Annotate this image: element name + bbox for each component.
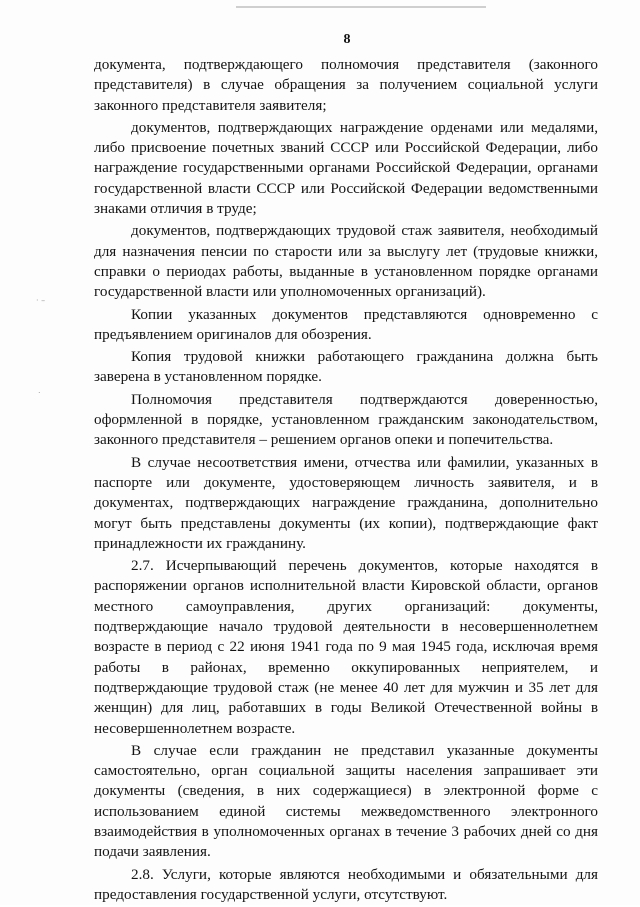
paragraph: Копия трудовой книжки работающего гражданина должна быть заверена в установленном порядке. bbox=[94, 348, 598, 386]
page-number: 8 bbox=[343, 32, 351, 47]
document-body bbox=[94, 55, 598, 907]
paragraph: В случае если гражданин не представил указанные документы самостоятельно, орган социальной защиты населения запрашивает эти документы (сведения, в них содержащиеся) в электронной форме с использованием единой системы межведомственного электронного взаимодействия в уполномоченных органах в течение 3 рабочих дней со дня подачи заявления. bbox=[94, 741, 598, 861]
scan-mark: · – bbox=[36, 296, 46, 305]
paragraph: документов, подтверждающих трудовой стаж заявителя, необходимый для назначения пенсии по старости или за выслугу лет (трудовые книжки, справки о периодах работы, выданные в установленном порядке органами государственной власти или уполномоченных организаций). bbox=[94, 222, 598, 301]
paragraph: 2.7. Исчерпывающий перечень документов, которые находятся в распоряжении органов исполнительной власти Кировской области, органов местного самоуправления, других организаций: документы, подтверждающие начало трудовой деятельности в несовершеннолетнем возрасте в период с 22 июня 1941 года по 9 мая 1945 года, исключая время работы в районах, временно оккупированных неприятелем, и подтверждающие трудовой стаж (не менее 40 лет для мужчин и 35 лет для женщин) для лиц, работавших в годы Великой Отечественной войны в несовершеннолетнем возрасте. bbox=[94, 557, 598, 737]
scan-mark: . bbox=[38, 386, 41, 395]
paragraph: документов, подтверждающих награждение орденами или медалями, либо присвоение почетных званий СССР или Российской Федерации, либо награждение государственными органами Российской Федерации, органами государственной власти СССР или Российской Федерации ведомственными знаками отличия в труде; bbox=[94, 118, 598, 218]
paragraph: 2.8. Услуги, которые являются необходимыми и обязательными для предоставления государственной услуги, отсутствуют. bbox=[94, 865, 598, 903]
paragraph: В случае несоответствия имени, отчества или фамилии, указанных в паспорте или документе, удостоверяющем личность заявителя, и в документах, подтверждающих награждение гражданина, дополнительно могут быть представлены документы (их копии), подтверждающие факт принадлежности их гражданину. bbox=[94, 453, 598, 552]
scan-edge-line bbox=[236, 6, 486, 8]
paragraph: Полномочия представителя подтверждаются доверенностью, оформленной в порядке, установленном гражданским законодательством, законного представителя – решением органов опеки и попечительства. bbox=[94, 390, 598, 449]
paragraph: документа, подтверждающего полномочия представителя (законного представителя) в случае обращения за получением социальной услуги законного представителя заявителя; bbox=[94, 56, 598, 114]
paragraph: Копии указанных документов представляются одновременно с предъявлением оригиналов для обозрения. bbox=[94, 305, 598, 343]
